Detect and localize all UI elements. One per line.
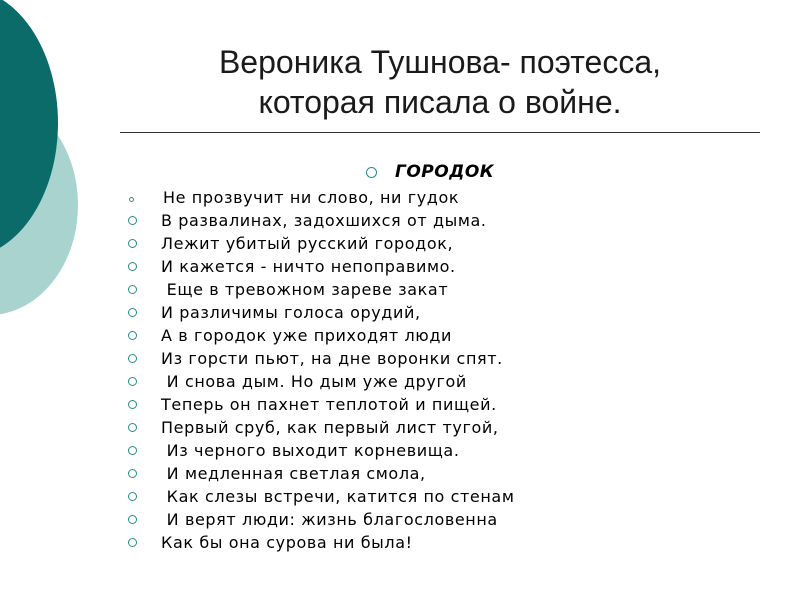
poem-line-text: В развалинах, задохшихся от дыма. bbox=[161, 211, 487, 230]
circle-bullet-icon bbox=[128, 216, 137, 225]
circle-bullet-icon bbox=[128, 492, 137, 501]
circle-bullet-icon bbox=[129, 197, 134, 202]
circle-bullet-icon bbox=[128, 377, 137, 386]
poem-line bbox=[128, 209, 515, 232]
poem-line-text: Как бы она сурова ни была! bbox=[161, 533, 413, 552]
poem-line bbox=[128, 462, 515, 485]
circle-bullet-icon bbox=[128, 354, 137, 363]
circle-bullet-icon bbox=[128, 285, 137, 294]
circle-bullet-icon bbox=[128, 446, 137, 455]
poem-line-text: Из черного выходит корневища. bbox=[161, 441, 460, 460]
poem-line-text: И медленная светлая смола, bbox=[161, 464, 426, 483]
poem-heading bbox=[366, 162, 494, 182]
poem-line-text: И кажется - ничто непоправимо. bbox=[161, 257, 456, 276]
circle-bullet-icon bbox=[128, 469, 137, 478]
poem-line bbox=[128, 370, 515, 393]
poem-line bbox=[128, 485, 515, 508]
poem-line bbox=[128, 186, 515, 209]
poem-line bbox=[128, 393, 515, 416]
circle-bullet-icon bbox=[128, 423, 137, 432]
title-divider bbox=[120, 132, 760, 133]
poem-line bbox=[128, 278, 515, 301]
poem-line-text: Еще в тревожном зареве закат bbox=[161, 280, 449, 299]
poem-line-text: Как слезы встречи, катится по стенам bbox=[161, 487, 515, 506]
poem-lines bbox=[128, 186, 515, 554]
poem-line bbox=[128, 508, 515, 531]
poem-line-text: Из горсти пьют, на дне воронки спят. bbox=[161, 349, 503, 368]
poem-line bbox=[128, 232, 515, 255]
poem-line bbox=[128, 324, 515, 347]
title-line-1: Вероника Тушнова- поэтесса, bbox=[218, 44, 662, 80]
slide-title bbox=[140, 42, 740, 122]
poem-line-text: И верят люди: жизнь благословенна bbox=[161, 510, 498, 529]
circle-bullet-icon bbox=[128, 331, 137, 340]
poem-line-text: Не прозвучит ни слово, ни гудок bbox=[163, 188, 460, 207]
circle-bullet-icon bbox=[128, 538, 137, 547]
poem-line-text: И снова дым. Но дым уже другой bbox=[161, 372, 467, 391]
poem-line bbox=[128, 531, 515, 554]
poem-line bbox=[128, 301, 515, 324]
circle-bullet-icon bbox=[128, 515, 137, 524]
poem-line-text: Лежит убитый русский городок, bbox=[161, 234, 454, 253]
poem-line-text: И различимы голоса орудий, bbox=[161, 303, 421, 322]
title-line-2: которая писала о войне. bbox=[258, 84, 622, 120]
circle-bullet-icon bbox=[128, 400, 137, 409]
poem-line-text: Теперь он пахнет теплотой и пищей. bbox=[161, 395, 497, 414]
circle-bullet-icon bbox=[128, 239, 137, 248]
poem-line bbox=[128, 255, 515, 278]
poem-line bbox=[128, 347, 515, 370]
poem-line-text: А в городок уже приходят люди bbox=[161, 326, 453, 345]
poem-line bbox=[128, 416, 515, 439]
poem-line bbox=[128, 439, 515, 462]
circle-bullet-icon bbox=[366, 167, 377, 178]
circle-bullet-icon bbox=[128, 308, 137, 317]
poem-line-text: Первый сруб, как первый лист тугой, bbox=[161, 418, 499, 437]
circle-bullet-icon bbox=[128, 262, 137, 271]
poem-heading-text: ГОРОДОК bbox=[395, 162, 495, 182]
